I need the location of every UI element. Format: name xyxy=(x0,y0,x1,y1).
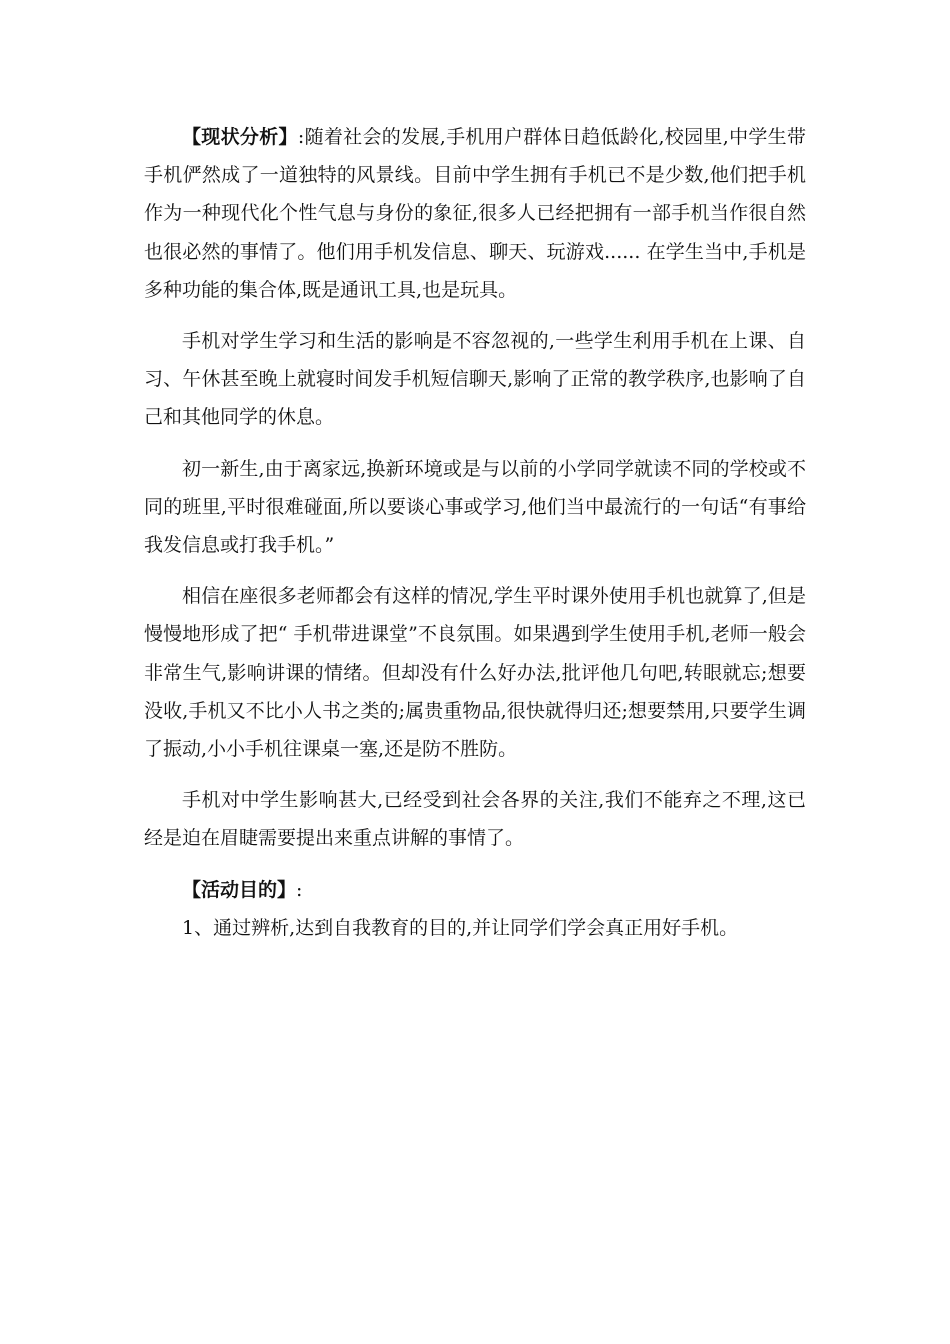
list-item-goal: 1、通过辨析,达到自我教育的目的,并让同学们学会真正用好手机。 xyxy=(182,916,739,939)
section-label-activity-goal: 【活动目的】 xyxy=(182,878,297,901)
paragraph: 初一新生,由于离家远,换新环境或是与以前的小学同学就读不同的学校或不同的班里,平时很难碰面,所以要谈心事或学习,他们当中最流行的一句话“有事给我发信息或打我手机。” xyxy=(144,457,806,557)
paragraph: 手机对学生学习和生活的影响是不容忽视的,一些学生利用手机在上课、自习、午休甚至晚上就寝时间发手机短信聊天,影响了正常的教学秩序,也影响了自己和其他同学的休息。 xyxy=(144,330,806,429)
document-body xyxy=(144,118,806,947)
paragraph: 手机对中学生影响甚大,已经受到社会各界的关注,我们不能弃之不理,这已经是迫在眉睫需要提出来重点讲解的事情了。 xyxy=(144,789,806,850)
paragraph-status-analysis xyxy=(144,118,806,309)
paragraph-text: :随着社会的发展,手机用户群体日趋低龄化,校园里,中学生带手机俨然成了一道独特的风景线。目前中学生拥有手机已不是少数,他们把手机作为一种现代化个性气息与身份的象征,很多人已经把拥有一部手机当作很自然也很必然的事情了。他们用手机发信息、聊天、玩游戏...... 在学生当中,手机是多种功能的集合体,既是通讯工具,也是玩具。 xyxy=(144,126,806,301)
section-label-status-analysis: 【现状分析】 xyxy=(182,126,298,148)
section-heading-activity-goal xyxy=(144,871,806,909)
section-heading-suffix: : xyxy=(296,878,303,901)
paragraph: 相信在座很多老师都会有这样的情况,学生平时课外使用手机也就算了,但是慢慢地形成了把“ 手机带进课堂”不良氛围。如果遇到学生使用手机,老师一般会非常生气,影响讲课的情绪。但却没有什么好办法,批评他几句吧,转眼就忘;想要没收,手机又不比小人书之类的;属贵重物品,很快就得归还;想要禁用,只要学生调了振动,小小手机往课桌一塞,还是防不胜防。 xyxy=(144,585,806,761)
